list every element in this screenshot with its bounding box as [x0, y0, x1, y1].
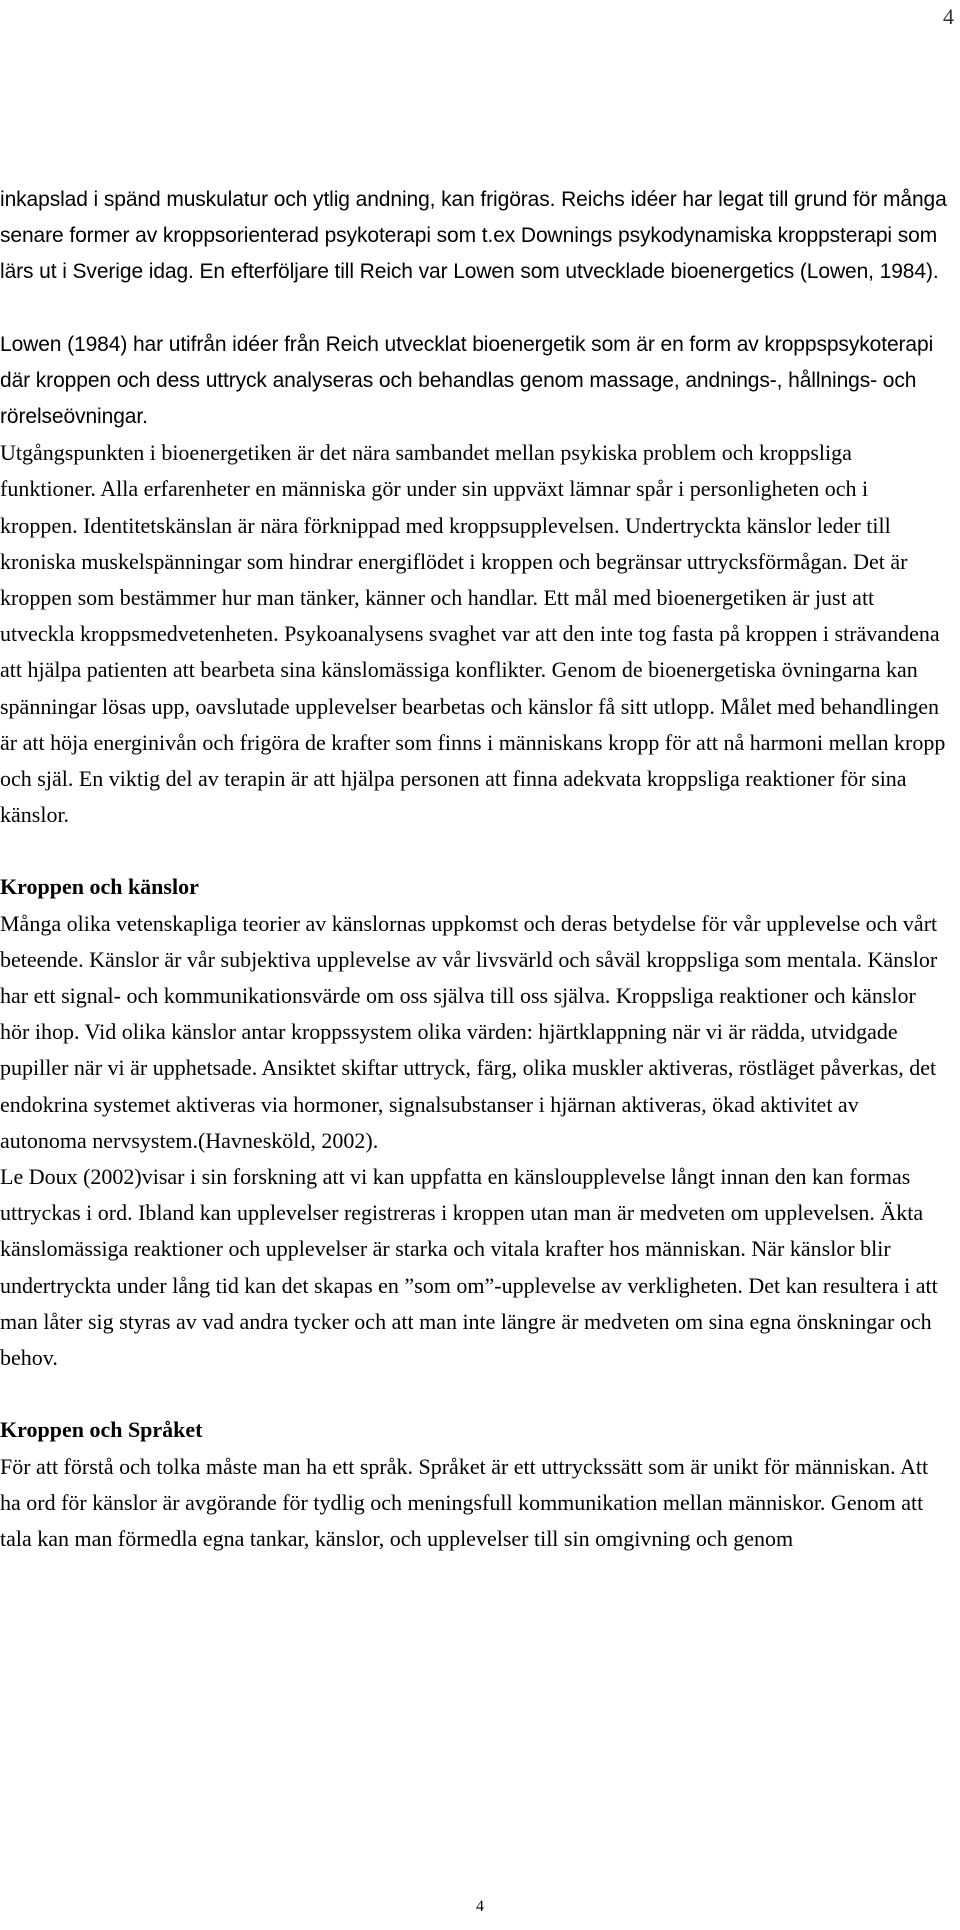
footer-page-number: 4: [476, 1898, 484, 1915]
section-heading-body-language: Kroppen och Språket: [0, 1417, 203, 1443]
paragraph-spacer: [0, 291, 948, 327]
paragraph-language: För att förstå och tolka måste man ha ett språk. Språket är ett uttryckssätt som är unikt för människan. Att ha ord för känslor är avgörande för tydlig och meningsfull kommunikation mellan människor. Genom att tala kan man förmedla egna tankar, känslor, och upplevelser till sin omgivning och genom: [0, 1453, 929, 1551]
paragraph-spacer: [0, 1376, 948, 1412]
paragraph-emotions-theories: Många olika vetenskapliga teorier av känslornas uppkomst och deras betydelse för vår upplevelse och vårt beteende. Känslor är vår subjektiva upplevelse av vår livsvärld och såväl kroppsliga som mentala. Känslor har ett signal- och kommunikationsvärde om oss själva till oss själva. Kroppsliga reaktioner och känslor hör ihop. Vid olika känslor antar kroppssystem olika värden: hjärtklappning när vi är rädda, utvidgade pupiller när vi är upphetsade. Ansiktet skiftar uttryck, färg, olika muskler aktiveras, röstläget påverkas, det endokrina systemet aktiveras via hormoner, signalsubstanser i hjärnan aktiveras, ökad aktivitet av autonoma nervsystem.(Havnesköld, 2002).: [0, 910, 938, 1153]
paragraph-lowen-intro: Lowen (1984) har utifrån idéer från Reich utvecklat bioenergetik som är en form av kroppspsykoterapi där kroppen och dess uttryck analyseras och behandlas genom massage, andnings-, hållnings- och rörelseövningar.: [0, 332, 934, 429]
page-content: [0, 182, 948, 1557]
paragraph-intro: inkapslad i spänd muskulatur och ytlig andning, kan frigöras. Reichs idéer har legat till grund för många senare former av kroppsorienterad psykoterapi som t.ex Downings psykodynamiska kroppsterapi som lärs ut i Sverige idag. En efterföljare till Reich var Lowen som utvecklade bioenergetics (Lowen, 1984).: [0, 188, 947, 284]
paragraph-spacer: [0, 833, 948, 869]
section-heading-body-emotions: Kroppen och känslor: [0, 874, 199, 900]
paragraph-le-doux: Le Doux (2002)visar i sin forskning att vi kan uppfatta en känsloupplevelse långt innan den kan formas uttryckas i ord. Ibland kan upplevelser registreras i kroppen utan man är medveten om upplevelsen. Äkta känslomässiga reaktioner och upplevelser är starka och vitala krafter hos människan. När känslor blir undertryckta under lång tid kan det skapas en ”som om”-upplevelse av verkligheten. Det kan resultera i att man låter sig styras av vad andra tycker och att man inte längre är medveten om sina egna önskningar och behov.: [0, 1164, 938, 1371]
header-page-number: 4: [943, 4, 954, 29]
paragraph-bioenergetics: Utgångspunkten i bioenergetiken är det nära sambandet mellan psykiska problem och kroppsliga funktioner. Alla erfarenheter en människa gör under sin uppväxt lämnar spår i personligheten och i kroppen. Identitetskänslan är nära förknippad med kroppsupplevelsen. Undertryckta känslor leder till kroniska muskelspänningar som hindrar energiflödet i kroppen och begränsar uttrycksförmågan. Det är kroppen som bestämmer hur man tänker, känner och handlar. Ett mål med bioenergetiken är just att utveckla kroppsmedvetenheten. Psykoanalysens svaghet var att den inte tog fasta på kroppen i strävandena att hjälpa patienten att bearbeta sina känslomässiga konflikter. Genom de bioenergetiska övningarna kan spänningar lösas upp, oavslutade upplevelser bearbetas och känslor få sitt utlopp. Målet med behandlingen är att höja energinivån och frigöra de krafter som finns i människans kropp för att nå harmoni mellan kropp och själ. En viktig del av terapin är att hjälpa personen att finna adekvata kroppsliga reaktioner för sina känslor.: [0, 440, 946, 828]
